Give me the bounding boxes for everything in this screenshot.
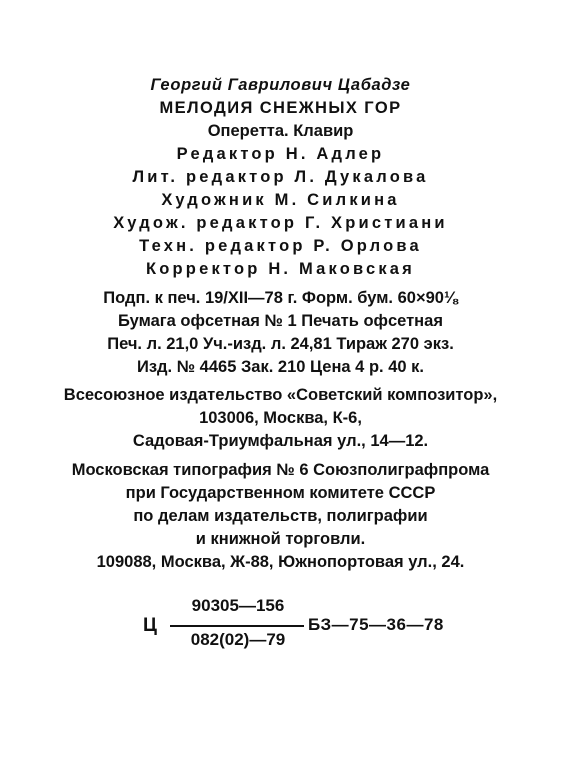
proofreader-credit: Корректор Н. Маковская [145, 260, 416, 278]
printer-line-4: и книжной торговли. [195, 530, 366, 548]
publisher-line-2: 103006, Москва, К-6, [199, 409, 362, 427]
printer-line-3: по делам издательств, полиграфии [133, 507, 428, 525]
author-name: Георгий Гаврилович Цабадзе [150, 76, 411, 94]
publisher-line-1: Всесоюзное издательство «Советский композитор», [63, 386, 498, 404]
art-editor-credit: Худож. редактор Г. Христиани [113, 214, 448, 232]
catalog-code-numerator: 90305—156 [191, 596, 285, 615]
catalog-code [0, 595, 561, 665]
print-info-line-3: Печ. л. 21,0 Уч.-изд. л. 24,81 Тираж 270 экз. [107, 335, 454, 353]
tech-editor-credit: Техн. редактор Р. Орлова [139, 237, 422, 255]
printer-line-1: Московская типография № 6 Союзполиграфпрома [71, 461, 490, 479]
print-info-line-1: Подп. к печ. 19/XII—78 г. Форм. бум. 60×90⅛ [103, 289, 458, 307]
editor-credit: Редактор Н. Адлер [176, 145, 385, 163]
publisher-line-3: Садовая-Триумфальная ул., 14—12. [132, 432, 429, 450]
printer-line-5: 109088, Москва, Ж-88, Южнопортовая ул., 24. [96, 553, 465, 571]
bz-code: БЗ—75—36—78 [308, 615, 444, 634]
print-info-line-2: Бумага офсетная № 1 Печать офсетная [118, 312, 443, 330]
work-subtitle: Оперетта. Клавир [207, 122, 354, 140]
fraction-bar [170, 625, 304, 627]
work-title: МЕЛОДИЯ СНЕЖНЫХ ГОР [159, 99, 402, 117]
catalog-code-denominator: 082(02)—79 [190, 630, 286, 649]
catalog-code-letter: Ц [143, 615, 157, 636]
printer-line-2: при Государственном комитете СССР [125, 484, 436, 502]
artist-credit: Художник М. Силкина [161, 191, 400, 209]
lit-editor-credit: Лит. редактор Л. Дукалова [132, 168, 429, 186]
print-info-line-4: Изд. № 4465 Зак. 210 Цена 4 р. 40 к. [137, 358, 424, 376]
